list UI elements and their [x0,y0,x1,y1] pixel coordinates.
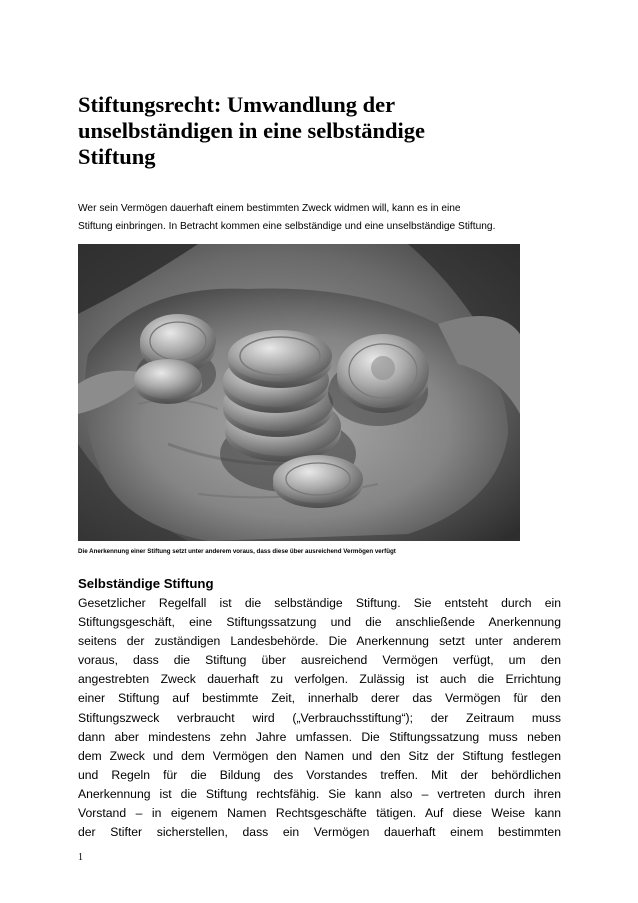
intro-line: Stiftung einbringen. In Betracht kommen eine selbständige und eine unselbständige Stiftung. [78,221,496,232]
document-title [78,92,558,170]
image-caption: Die Anerkennung einer Stiftung setzt unter anderem voraus, dass diese über ausreichend Vermögen verfügt [78,548,396,555]
body-line: einer Stiftung auf bestimmte Zeit, innerhalb derer das Vermögen für den [78,691,561,706]
body-line: Vorstand – in eigenem Namen Rechtsgeschäfte tätigen. Auf diese Weise kann [78,806,561,821]
intro-line: Wer sein Vermögen dauerhaft einem bestimmten Zweck widmen will, kann es in eine [78,203,461,214]
intro-paragraph [78,200,568,236]
title-line: unselbständigen in eine selbständige [78,118,425,143]
body-line: Anerkennung ist die Stiftung rechtsfähig. Sie kann also – vertreten durch ihren [78,786,561,801]
page-number: 1 [78,852,83,863]
body-line: und Regeln für die Bildung des Vorstandes treffen. Mit der behördlichen [78,767,561,782]
title-line: Stiftungsrecht: Umwandlung der [78,92,396,117]
body-line: der Stifter sicherstellen, dass ein Vermögen dauerhaft einem bestimmten [78,825,561,840]
section-body [78,594,561,842]
body-line: Stiftungszweck verbraucht wird („Verbrauchsstiftung“); der Zeitraum muss [78,710,561,725]
body-line: seitens der zuständigen Landesbehörde. Die Anerkennung setzt unter anderem [78,634,561,649]
body-line: angestrebten Zweck dauerhaft zu verfolgen. Zulässig ist auch die Errichtung [78,672,561,687]
body-line: dann aber mindestens zehn Jahre umfassen. Die Stiftungssatzung muss neben [78,729,561,744]
title-line: Stiftung [78,144,156,169]
body-line: voraus, dass die Stiftung über ausreichend Vermögen verfügt, um den [78,653,561,668]
coins-in-hand-photo [78,244,520,541]
photo-illustration [78,244,520,541]
body-line: Stiftungsgeschäft, eine Stiftungssatzung und die anschließende Anerkennung [78,615,561,630]
body-line: dem Zweck und dem Vermögen den Namen und den Sitz der Stiftung festlegen [78,748,561,763]
body-line: Gesetzlicher Regelfall ist die selbständige Stiftung. Sie entsteht durch ein [78,596,561,610]
section-heading: Selbständige Stiftung [78,576,214,591]
